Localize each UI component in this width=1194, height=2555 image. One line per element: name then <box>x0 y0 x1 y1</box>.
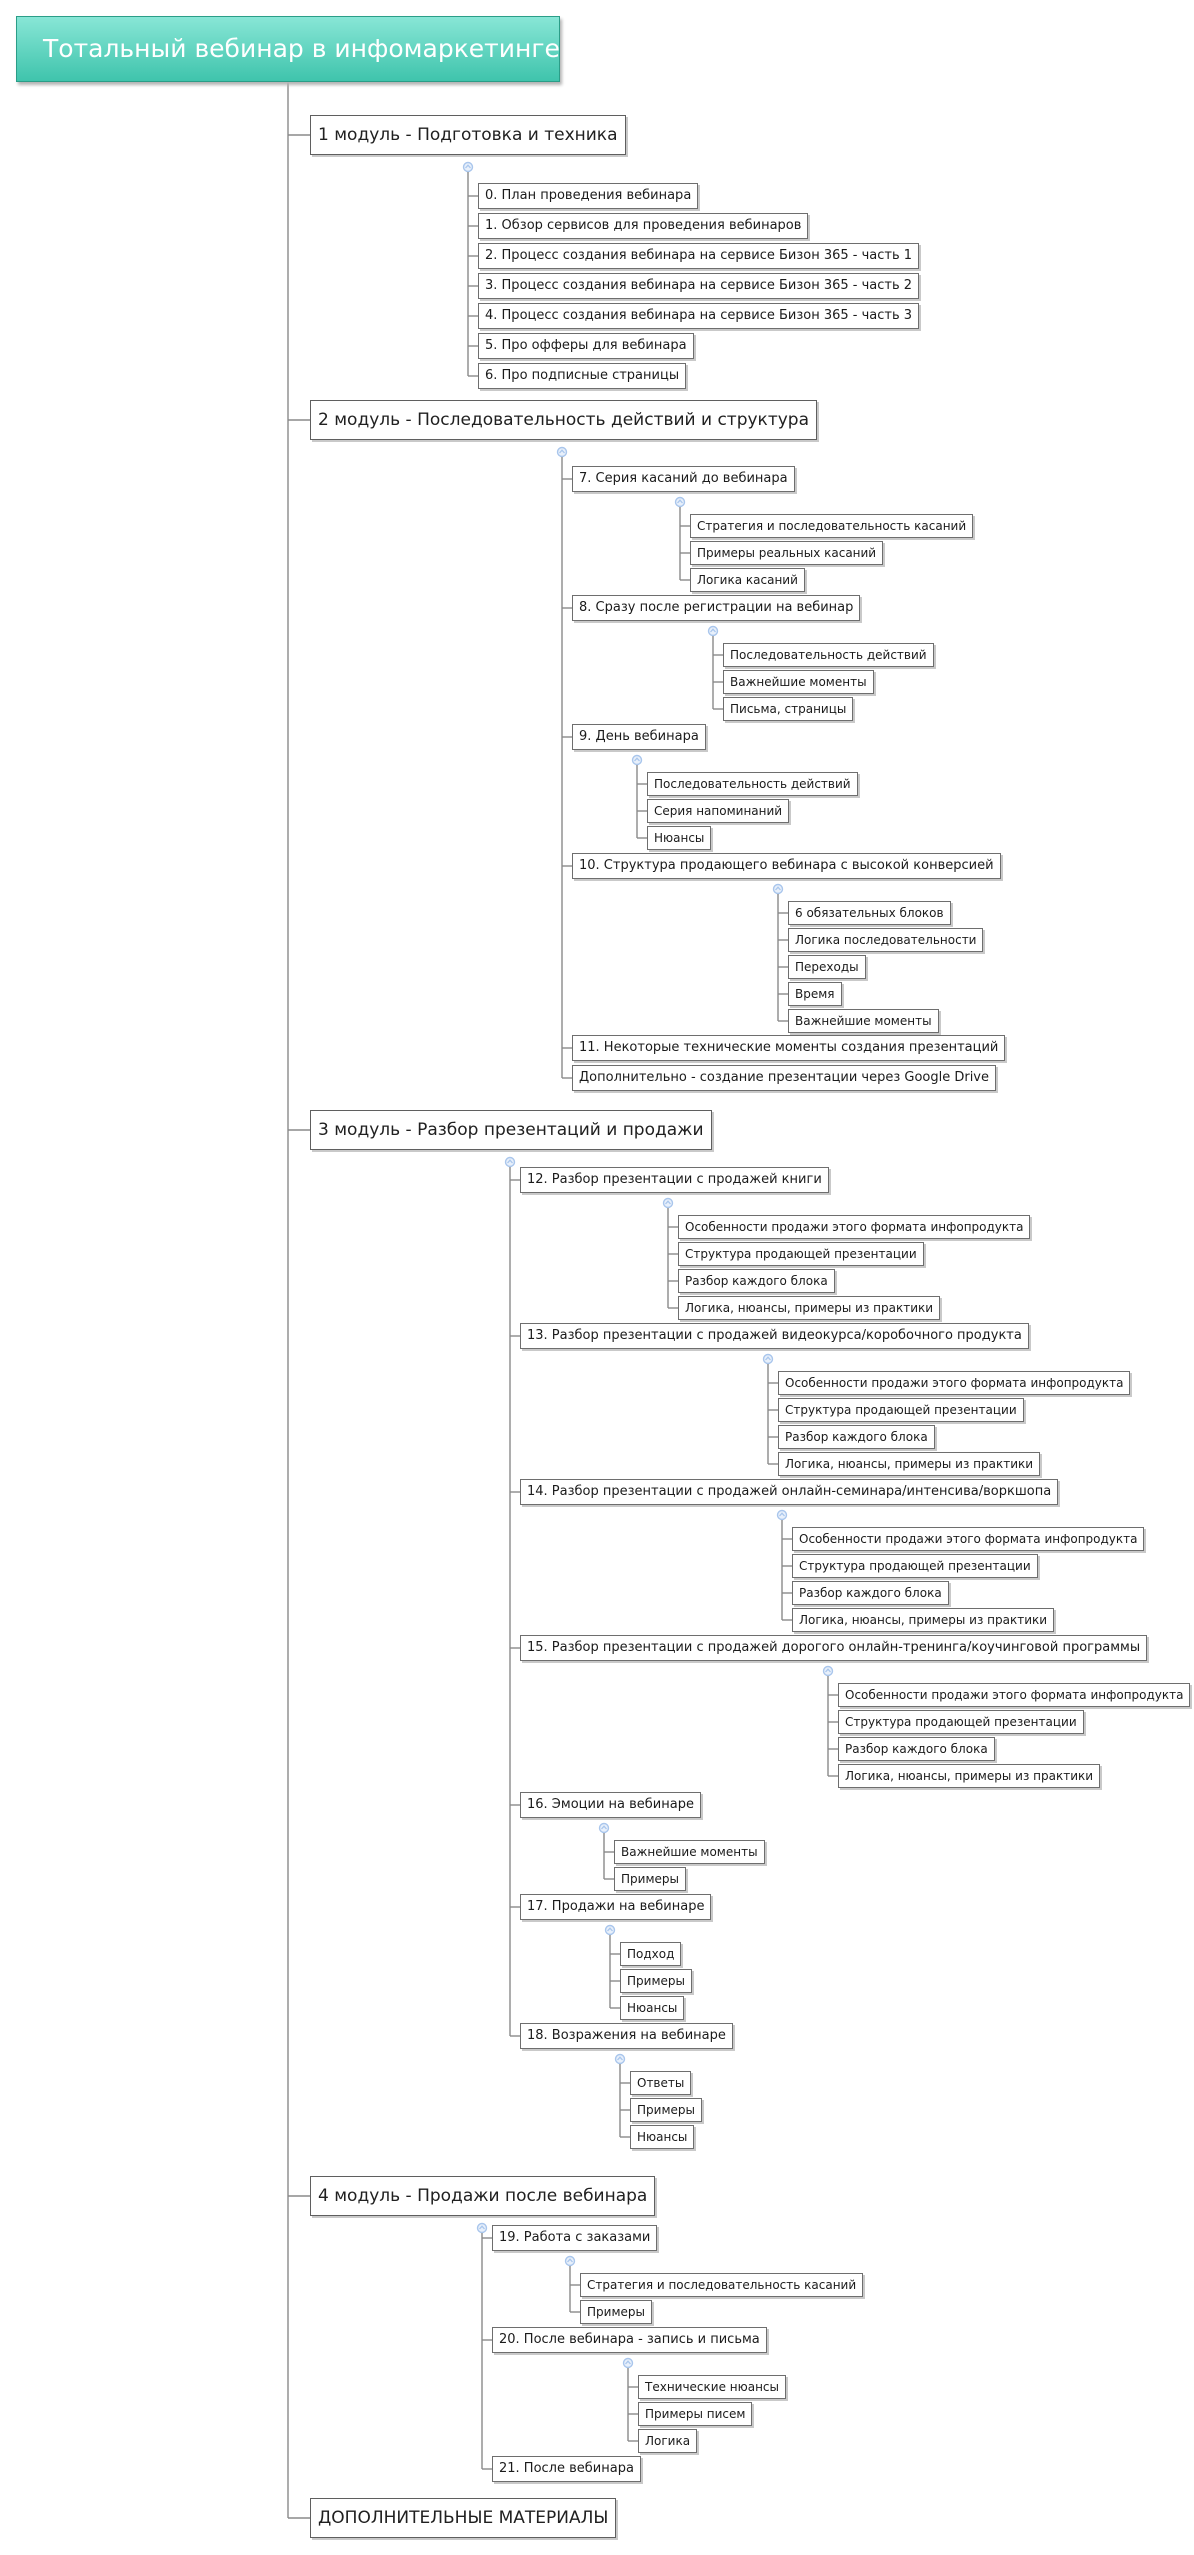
subtopic-node-подход[interactable]: Подход <box>620 1942 681 1966</box>
subtopic-node-ответы[interactable]: Ответы <box>630 2071 691 2095</box>
subtopic-node-логика-нюансы-примеры-из-практики[interactable]: Логика, нюансы, примеры из практики <box>792 1608 1054 1632</box>
collapse-toggle-icon[interactable] <box>606 1926 615 1935</box>
lesson-node-11-некоторые-технические-моменты-создани[interactable]: 11. Некоторые технические моменты создания презентаций <box>572 1035 1005 1061</box>
lesson-node-8-сразу-после-регистрации-на-вебинар[interactable]: 8. Сразу после регистрации на вебинар <box>572 595 860 621</box>
collapse-toggle-icon[interactable] <box>478 2224 487 2233</box>
lesson-node-12-разбор-презентации-с-продажей-книги[interactable]: 12. Разбор презентации с продажей книги <box>520 1167 829 1193</box>
collapse-toggle-icon[interactable] <box>764 1355 773 1364</box>
subtopic-node-стратегия-и-последовательность-касаний[interactable]: Стратегия и последовательность касаний <box>690 514 973 538</box>
subtopic-node-последовательность-действий[interactable]: Последовательность действий <box>647 772 858 796</box>
lesson-node-0-план-проведения-вебинара[interactable]: 0. План проведения вебинара <box>478 183 698 209</box>
collapse-toggle-icon[interactable] <box>616 2055 625 2064</box>
lesson-node-20-после-вебинара-запись-и-письма[interactable]: 20. После вебинара - запись и письма <box>492 2327 767 2353</box>
collapse-toggle-icon[interactable] <box>506 1158 515 1167</box>
subtopic-node-переходы[interactable]: Переходы <box>788 955 866 979</box>
subtopic-node-технические-нюансы[interactable]: Технические нюансы <box>638 2375 786 2399</box>
collapse-toggle-icon[interactable] <box>600 1824 609 1833</box>
subtopic-node-разбор-каждого-блока[interactable]: Разбор каждого блока <box>792 1581 949 1605</box>
lesson-node-4-процесс-создания-вебинара-на-сервисе-б[interactable]: 4. Процесс создания вебинара на сервисе Бизон 365 - часть 3 <box>478 303 919 329</box>
lesson-node-6-про-подписные-страницы[interactable]: 6. Про подписные страницы <box>478 363 686 389</box>
lesson-node-17-продажи-на-вебинаре[interactable]: 17. Продажи на вебинаре <box>520 1894 711 1920</box>
subtopic-node-логика[interactable]: Логика <box>638 2429 697 2453</box>
collapse-toggle-icon[interactable] <box>676 498 685 507</box>
subtopic-node-серия-напоминаний[interactable]: Серия напоминаний <box>647 799 789 823</box>
lesson-node-9-день-вебинара[interactable]: 9. День вебинара <box>572 724 706 750</box>
lesson-node-7-серия-касаний-до-вебинара[interactable]: 7. Серия касаний до вебинара <box>572 466 795 492</box>
collapse-toggle-icon[interactable] <box>558 448 567 457</box>
map-root-title[interactable]: Тотальный вебинар в инфомаркетинге <box>16 16 560 82</box>
subtopic-node-последовательность-действий[interactable]: Последовательность действий <box>723 643 934 667</box>
lesson-node-21-после-вебинара[interactable]: 21. После вебинара <box>492 2456 641 2482</box>
subtopic-node-разбор-каждого-блока[interactable]: Разбор каждого блока <box>838 1737 995 1761</box>
lesson-node-дополнительно-создание-презентации-через[interactable]: Дополнительно - создание презентации через Google Drive <box>572 1065 996 1091</box>
subtopic-node-примеры[interactable]: Примеры <box>630 2098 702 2122</box>
subtopic-node-важнейшие-моменты[interactable]: Важнейшие моменты <box>614 1840 765 1864</box>
subtopic-node-нюансы[interactable]: Нюансы <box>630 2125 694 2149</box>
subtopic-node-структура-продающей-презентации[interactable]: Структура продающей презентации <box>678 1242 924 1266</box>
subtopic-node-примеры[interactable]: Примеры <box>614 1867 686 1891</box>
lesson-node-2-процесс-создания-вебинара-на-сервисе-б[interactable]: 2. Процесс создания вебинара на сервисе Бизон 365 - часть 1 <box>478 243 919 269</box>
lesson-node-19-работа-с-заказами[interactable]: 19. Работа с заказами <box>492 2225 657 2251</box>
module-node-2[interactable]: 2 модуль - Последовательность действий и структура <box>310 400 817 440</box>
subtopic-node-особенности-продажи-этого-формата-инфопр[interactable]: Особенности продажи этого формата инфопродукта <box>792 1527 1144 1551</box>
subtopic-node-примеры-писем[interactable]: Примеры писем <box>638 2402 752 2426</box>
subtopic-node-важнейшие-моменты[interactable]: Важнейшие моменты <box>788 1009 939 1033</box>
lesson-node-1-обзор-сервисов-для-проведения-вебинаро[interactable]: 1. Обзор сервисов для проведения вебинаров <box>478 213 808 239</box>
subtopic-node-нюансы[interactable]: Нюансы <box>620 1996 684 2020</box>
lesson-node-16-эмоции-на-вебинаре[interactable]: 16. Эмоции на вебинаре <box>520 1792 701 1818</box>
collapse-toggle-icon[interactable] <box>566 2257 575 2266</box>
lesson-node-5-про-офферы-для-вебинара[interactable]: 5. Про офферы для вебинара <box>478 333 694 359</box>
collapse-toggle-icon[interactable] <box>664 1199 673 1208</box>
subtopic-node-логика-нюансы-примеры-из-практики[interactable]: Логика, нюансы, примеры из практики <box>778 1452 1040 1476</box>
module-node-3[interactable]: 3 модуль - Разбор презентаций и продажи <box>310 1110 712 1150</box>
subtopic-node-структура-продающей-презентации[interactable]: Структура продающей презентации <box>792 1554 1038 1578</box>
collapse-toggle-icon[interactable] <box>824 1667 833 1676</box>
subtopic-node-логика-нюансы-примеры-из-практики[interactable]: Логика, нюансы, примеры из практики <box>678 1296 940 1320</box>
lesson-node-15-разбор-презентации-с-продажей-дорогог[interactable]: 15. Разбор презентации с продажей дорогого онлайн-тренинга/коучинговой программы <box>520 1635 1147 1661</box>
subtopic-node-разбор-каждого-блока[interactable]: Разбор каждого блока <box>678 1269 835 1293</box>
collapse-toggle-icon[interactable] <box>633 756 642 765</box>
subtopic-node-примеры[interactable]: Примеры <box>620 1969 692 1993</box>
subtopic-node-логика-последовательности[interactable]: Логика последовательности <box>788 928 983 952</box>
subtopic-node-особенности-продажи-этого-формата-инфопр[interactable]: Особенности продажи этого формата инфопродукта <box>678 1215 1030 1239</box>
module-node-5[interactable]: ДОПОЛНИТЕЛЬНЫЕ МАТЕРИАЛЫ <box>310 2498 616 2538</box>
collapse-toggle-icon[interactable] <box>464 163 473 172</box>
lesson-node-18-возражения-на-вебинаре[interactable]: 18. Возражения на вебинаре <box>520 2023 733 2049</box>
subtopic-node-важнейшие-моменты[interactable]: Важнейшие моменты <box>723 670 874 694</box>
subtopic-node-примеры-реальных-касаний[interactable]: Примеры реальных касаний <box>690 541 883 565</box>
collapse-toggle-icon[interactable] <box>709 627 718 636</box>
lesson-node-3-процесс-создания-вебинара-на-сервисе-б[interactable]: 3. Процесс создания вебинара на сервисе Бизон 365 - часть 2 <box>478 273 919 299</box>
module-node-4[interactable]: 4 модуль - Продажи после вебинара <box>310 2176 655 2216</box>
subtopic-node-особенности-продажи-этого-формата-инфопр[interactable]: Особенности продажи этого формата инфопродукта <box>838 1683 1190 1707</box>
subtopic-node-письма-страницы[interactable]: Письма, страницы <box>723 697 853 721</box>
lesson-node-13-разбор-презентации-с-продажей-видеоку[interactable]: 13. Разбор презентации с продажей видеокурса/коробочного продукта <box>520 1323 1029 1349</box>
module-node-1[interactable]: 1 модуль - Подготовка и техника <box>310 115 626 155</box>
collapse-toggle-icon[interactable] <box>778 1511 787 1520</box>
lesson-node-10-структура-продающего-вебинара-с-высок[interactable]: 10. Структура продающего вебинара с высокой конверсией <box>572 853 1001 879</box>
subtopic-node-6-обязательных-блоков[interactable]: 6 обязательных блоков <box>788 901 951 925</box>
subtopic-node-нюансы[interactable]: Нюансы <box>647 826 711 850</box>
subtopic-node-стратегия-и-последовательность-касаний[interactable]: Стратегия и последовательность касаний <box>580 2273 863 2297</box>
subtopic-node-особенности-продажи-этого-формата-инфопр[interactable]: Особенности продажи этого формата инфопродукта <box>778 1371 1130 1395</box>
collapse-toggle-icon[interactable] <box>624 2359 633 2368</box>
collapse-toggle-icon[interactable] <box>774 885 783 894</box>
subtopic-node-структура-продающей-презентации[interactable]: Структура продающей презентации <box>778 1398 1024 1422</box>
subtopic-node-время[interactable]: Время <box>788 982 842 1006</box>
subtopic-node-разбор-каждого-блока[interactable]: Разбор каждого блока <box>778 1425 935 1449</box>
subtopic-node-логика-нюансы-примеры-из-практики[interactable]: Логика, нюансы, примеры из практики <box>838 1764 1100 1788</box>
subtopic-node-логика-касаний[interactable]: Логика касаний <box>690 568 805 592</box>
subtopic-node-структура-продающей-презентации[interactable]: Структура продающей презентации <box>838 1710 1084 1734</box>
subtopic-node-примеры[interactable]: Примеры <box>580 2300 652 2324</box>
lesson-node-14-разбор-презентации-с-продажей-онлайн-[interactable]: 14. Разбор презентации с продажей онлайн-семинара/интенсива/воркшопа <box>520 1479 1058 1505</box>
